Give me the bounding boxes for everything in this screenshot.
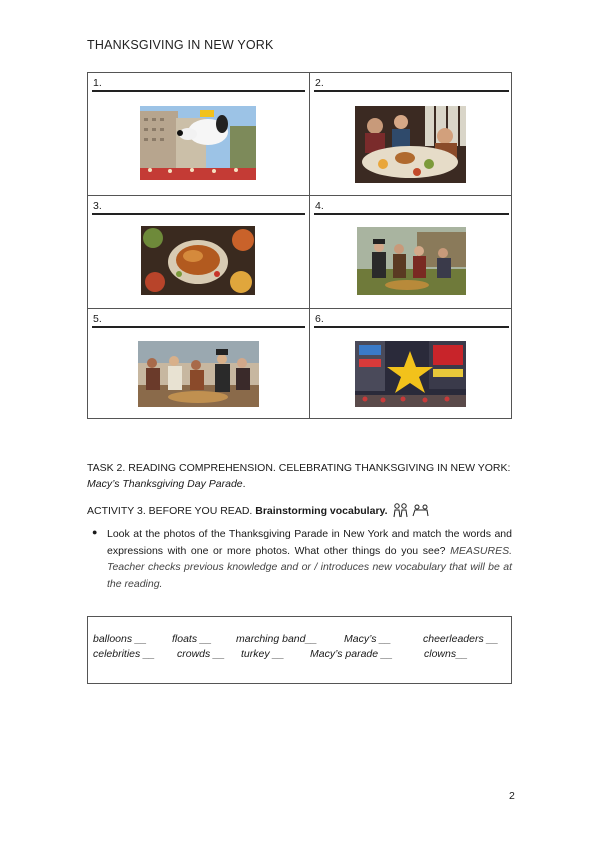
activity-label: ACTIVITY 3. BEFORE YOU READ. (87, 505, 253, 517)
photo-cell-4 (310, 196, 513, 308)
answer-line (92, 90, 305, 92)
photo-cell-1 (88, 73, 309, 195)
instructions (107, 526, 512, 592)
word-bank (87, 616, 512, 684)
word-item: Macy’s __ (344, 633, 392, 645)
activity-heading (87, 503, 429, 521)
answer-line (314, 326, 509, 328)
word-item: floats __ (172, 633, 212, 645)
task-heading: TASK 2. READING COMPREHENSION. CELEBRATING THANKSGIVING IN NEW YORK: (87, 462, 511, 474)
snoopy-balloon-photo (140, 106, 256, 180)
answer-line (314, 90, 509, 92)
word-item: celebrities __ (93, 648, 155, 660)
photo-grid (87, 72, 512, 419)
bullet-icon: ● (92, 527, 98, 537)
photo-number: 3. (93, 200, 102, 212)
answer-line (314, 213, 509, 215)
instructions-text: Look at the photos of the Thanksgiving Parade in New York and match the words and expressions with one or more photos. What other things do you see? (107, 528, 512, 557)
pilgrims-painting-photo (357, 227, 466, 295)
word-item: marching band__ (236, 633, 318, 645)
task-title (87, 460, 512, 492)
photo-number: 4. (315, 200, 324, 212)
page-number: 2 (509, 790, 515, 802)
answer-line (92, 326, 305, 328)
word-row (93, 633, 508, 647)
photo-number: 6. (315, 313, 324, 325)
word-item: balloons __ (93, 633, 147, 645)
roast-turkey-photo (141, 226, 255, 295)
photo-number: 5. (93, 313, 102, 325)
activity-bold-label: Brainstorming vocabulary. (255, 505, 388, 517)
photo-number: 2. (315, 77, 324, 89)
group-work-icon (393, 503, 429, 521)
word-item: clowns__ (424, 648, 468, 660)
first-thanksgiving-painting-photo (138, 341, 259, 407)
measures-note: MEASURES. Teacher checks previous knowledge and or / introduces new vocabulary that will be at the reading. (107, 544, 512, 590)
word-item: turkey __ (241, 648, 285, 660)
word-item: Macy’s parade __ (310, 648, 393, 660)
photo-cell-3 (88, 196, 309, 308)
task-subtitle: Macy’s Thanksgiving Day Parade (87, 478, 243, 490)
times-square-balloon-photo (355, 341, 466, 407)
word-row (93, 648, 508, 662)
photo-number: 1. (93, 77, 102, 89)
page-header: THANKSGIVING IN NEW YORK (87, 38, 274, 52)
task-subtitle-period: . (242, 478, 246, 490)
photo-cell-5 (88, 309, 309, 420)
answer-line (92, 213, 305, 215)
family-dinner-photo (355, 106, 466, 183)
word-item: cheerleaders __ (423, 633, 499, 645)
photo-cell-6 (310, 309, 513, 420)
photo-cell-2 (310, 73, 513, 195)
word-item: crowds __ (177, 648, 225, 660)
